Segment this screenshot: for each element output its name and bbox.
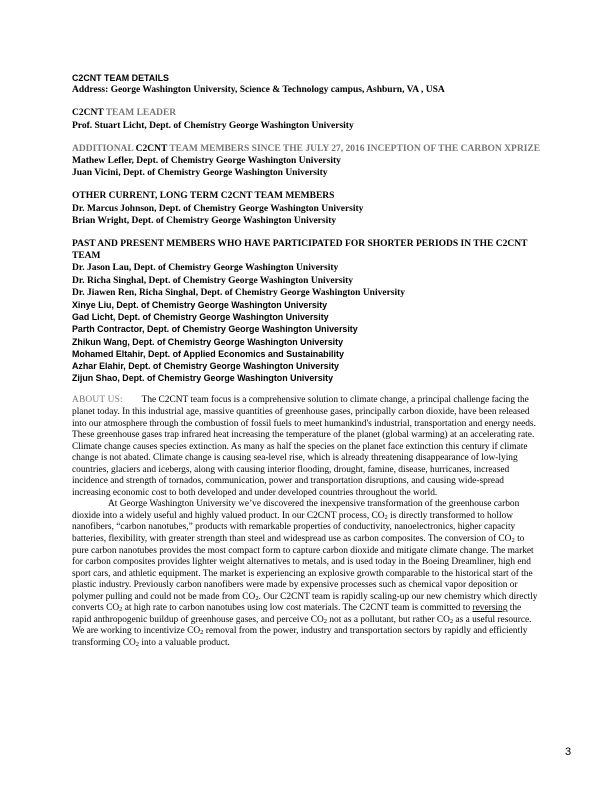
subscript: 2 [449, 617, 454, 625]
heading-part-b: C2CNT [135, 143, 168, 154]
text-run: to pure carbon nanotubes provides the most compact form to capture carbon dioxide and mitigate climate change. The market for carbon composites provides lighter weight alternatives to metals, and is used today in the Boeing Dreamliner, high end sport cars, and athletic equipment. The market is experiencing an explosive growth comparable to the historical start of the plastic industry. Previously carbon nanofibers were made by expensive processes such as chemical vapor deposition or polymer pulling and could not be made from CO [72, 534, 534, 602]
team-leader-name: Prof. Stuart Licht, Dept. of Chemistry George Washington University [72, 120, 354, 131]
member-line: Mohamed Eltahir, Dept. of Applied Economics and Sustainability [72, 348, 344, 359]
subscript: 2 [119, 606, 123, 614]
past-members-heading: PAST AND PRESENT MEMBERS WHO HAVE PARTICIPATED FOR SHORTER PERIODS IN THE C2CNT TEAM [72, 239, 528, 262]
heading-part-a: ADDITIONAL [72, 143, 136, 154]
member-line: Brian Wright, Dept. of Chemistry George Washington University [72, 215, 337, 226]
about-text: The C2CNT team focus is a comprehensive solution to climate change, a principal challenge facing the planet today. In this industrial age, massive quantities of greenhouse gases, principally carbon dioxide, have been released into our atmosphere through the combustion of fossil fuels to meet humankind's industrial, transportation and energy needs. These greenhouse gases trap infrared heat increasing the temperature of the planet (global warming) at an accelerating rate. Climate change causes species extinction. As many as half the species on the planet face extinction this century if climate change is not abated. Climate change is causing sea-level rise, which is already threatening disappearance of low-lying countries, glaciers and icebergs, along with causing interior flooding, drought, famine, disease, hurricanes, increased incidence and strength of tornados, communication, power and transportation disruptions, and causing wide-spread increasing economic cost to both developed and under developed countries throughout the world. [72, 395, 536, 498]
underlined-word: reversing [472, 603, 508, 614]
member-line: Juan Vicini, Dept. of Chemistry George Washington University [72, 168, 328, 179]
member-line: Azhar Elahir, Dept. of Chemistry George Washington University [72, 361, 339, 372]
team-address: Address: George Washington University, Science & Technology campus, Ashburn, VA , USA [72, 85, 445, 96]
member-line: Dr. Jiawen Ren, Richa Singhal, Dept. of Chemistry George Washington University [72, 287, 406, 298]
additional-members-heading [72, 143, 542, 155]
about-paragraph-1 [72, 395, 542, 499]
text-run: At George Washington University we’ve discovered the inexpensive transformation of the greenhouse carbon dioxide into a widely useful and highly valued product. In our C2CNT process, CO [72, 499, 520, 521]
subscript: 2 [323, 617, 327, 625]
text-run: not as a pollutant, but rather CO [327, 614, 450, 625]
subscript: 2 [384, 513, 388, 521]
heading-part-c: TEAM MEMBERS SINCE THE JULY 27, 2016 INCEPTION OF THE CARBON XPRIZE [167, 143, 541, 154]
member-line: Parth Contractor, Dept. of Chemistry George Washington University [72, 324, 358, 335]
text-run: the rapid anthropogenic buildup of greenhouse gases, and perceive CO [72, 603, 522, 625]
about-paragraph-2 [72, 499, 542, 649]
member-line: Dr. Jason Lau, Dept. of Chemistry George Washington University [72, 263, 339, 274]
text-run: removal from the power, industry and transportation sectors by rapidly and efficiently transforming CO [72, 626, 528, 648]
team-details-heading: C2CNT TEAM DETAILS [72, 73, 169, 83]
text-run: . Our C2CNT team is rapidly scaling-up our new chemistry which directly converts CO [72, 591, 538, 614]
other-members-heading: OTHER CURRENT, LONG TERM C2CNT TEAM MEMBERS [72, 191, 335, 202]
member-line: Dr. Marcus Johnson, Dept. of Chemistry George Washington University [72, 203, 364, 214]
member-line: Gad Licht, Dept. of Chemistry George Washington University [72, 312, 329, 323]
page-number: 3 [565, 746, 572, 758]
team-leader-heading [72, 107, 542, 119]
subscript: 2 [511, 537, 515, 545]
about-label: ABOUT US: [72, 395, 123, 406]
member-line: Zhikun Wang, Dept. of Chemistry George Washington University [72, 336, 344, 347]
member-line: Xinye Liu, Dept. of Chemistry George Washington University [72, 300, 328, 311]
document-page [72, 72, 542, 650]
heading-prefix: C2CNT [72, 108, 104, 119]
member-line: Dr. Richa Singhal, Dept. of Chemistry George Washington University [72, 275, 354, 286]
text-run: is directly transformed to hollow nanofibers, “carbon nanotubes,” products with remarkable properties of conductivity, nanoelectronics, higher capacity batteries, flexibility, with greater strength than steel and widespread use as carbon composites. The conversion of CO [72, 510, 516, 545]
member-line: Mathew Lefler, Dept. of Chemistry George Washington University [72, 156, 341, 167]
text-run: into a valuable product. [139, 637, 230, 648]
text-run: as a useful resource. We are working to incentivize CO [72, 614, 532, 637]
subscript: 2 [135, 640, 140, 648]
heading-rest: TEAM LEADER [103, 108, 177, 119]
member-line: Zijun Shao, Dept. of Chemistry George Washington University [72, 373, 334, 384]
subscript: 2 [200, 629, 204, 637]
text-run: at high rate to carbon nanotubes using low cost materials. The C2CNT team is committed to [122, 603, 473, 614]
subscript: 2 [255, 594, 259, 602]
